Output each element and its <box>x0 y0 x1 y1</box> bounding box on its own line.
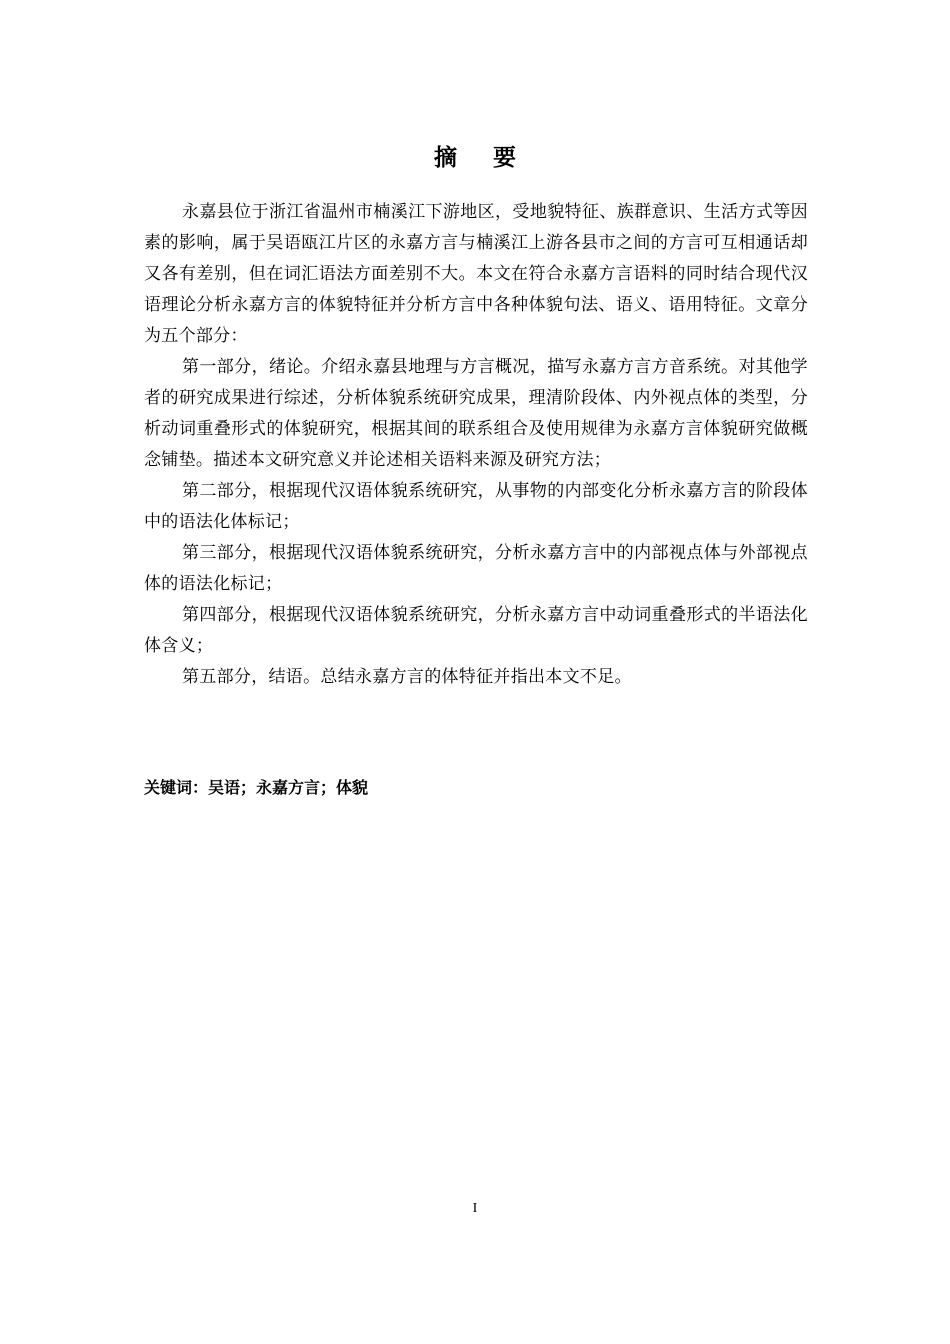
abstract-paragraph: 第三部分，根据现代汉语体貌系统研究，分析永嘉方言中的内部视点体与外部视点体的语法化标记； <box>144 543 808 594</box>
abstract-paragraph: 第二部分，根据现代汉语体貌系统研究，从事物的内部变化分析永嘉方言的阶段体中的语法化体标记； <box>144 481 808 532</box>
abstract-paragraph: 第一部分，绪论。介绍永嘉县地理与方言概况，描写永嘉方言方音系统。对其他学者的研究成果进行综述，分析体貌系统研究成果，理清阶段体、内外视点体的类型，分析动词重叠形式的体貌研究，根据其间的联系组合及使用规律为永嘉方言体貌研究做概念铺垫。描述本文研究意义并论述相关语料来源及研究方法； <box>144 357 808 470</box>
page-title: 摘 要 <box>433 145 530 171</box>
page-number: I <box>472 1201 478 1216</box>
keywords-line: 关键词：吴语；永嘉方言；体貌 <box>144 778 369 797</box>
abstract-body <box>144 197 808 693</box>
abstract-paragraph: 第四部分，根据现代汉语体貌系统研究，分析永嘉方言中动词重叠形式的半语法化体含义； <box>144 605 808 656</box>
abstract-paragraph: 永嘉县位于浙江省温州市楠溪江下游地区，受地貌特征、族群意识、生活方式等因素的影响，属于吴语瓯江片区的永嘉方言与楠溪江上游各县市之间的方言可互相通话却又各有差别，但在词汇语法方面差别不大。本文在符合永嘉方言语料的同时结合现代汉语理论分析永嘉方言的体貌特征并分析方言中各种体貌句法、语义、语用特征。文章分为五个部分： <box>144 202 808 346</box>
abstract-paragraph: 第五部分，结语。总结永嘉方言的体特征并指出本文不足。 <box>182 667 632 687</box>
